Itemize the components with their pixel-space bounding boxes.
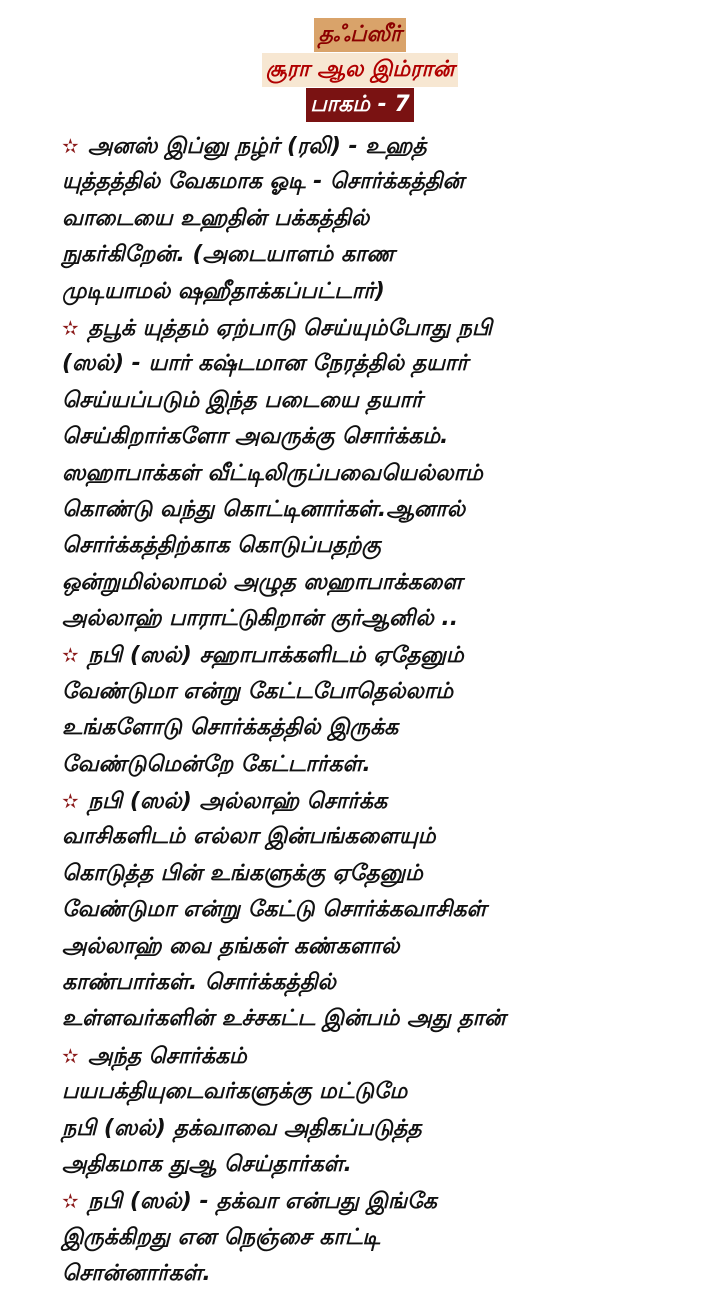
line-text: காண்பார்கள். சொர்க்கத்தில் (62, 969, 336, 995)
text-line (62, 383, 702, 419)
part-label: பாகம் - 7 (306, 88, 413, 122)
text-line (62, 965, 702, 1001)
line-text: இருக்கிறது என நெஞ்சை காட்டி (62, 1224, 380, 1250)
line-text: (ஸல்) - யார் கஷ்டமான நேரத்தில் தயார் (62, 351, 468, 377)
star-icon: ✫ (62, 1189, 79, 1214)
text-line (62, 310, 702, 346)
text-line (62, 856, 702, 892)
line-text: அந்த சொர்க்கம் (88, 1043, 247, 1069)
text-line (62, 456, 702, 492)
line-text: ஸஹாபாக்கள் வீட்டிலிருப்பவையெல்லாம் (62, 460, 483, 486)
line-text: வாசிகளிடம் எல்லா இன்பங்களையும் (62, 824, 436, 850)
line-text: சொர்க்கத்திற்காக கொடுப்பதற்கு (62, 533, 381, 559)
line-text: ஒன்றுமில்லாமல் அழுத ஸஹாபாக்களை (62, 569, 463, 595)
line-text: நபி (ஸல்) - தக்வா என்பது இங்கே (88, 1189, 437, 1215)
star-icon: ✫ (62, 134, 79, 158)
line-text: கொண்டு வந்து கொட்டினார்கள்.ஆனால் (62, 496, 466, 522)
text-line (62, 747, 702, 783)
line-text: செய்கிறார்களோ அவருக்கு சொர்க்கம். (62, 424, 449, 450)
line-text: தபூக் யுத்தம் ஏற்பாடு செய்யும்போது நபி (88, 315, 492, 341)
line-text: சொன்னார்கள். (62, 1261, 211, 1287)
text-line (62, 1256, 702, 1292)
text-line (62, 419, 702, 455)
text-line (62, 346, 702, 382)
text-line (62, 1074, 702, 1110)
text-line (62, 674, 702, 710)
text-line (62, 783, 702, 819)
text-line (62, 1220, 702, 1256)
line-text: கொடுத்த பின் உங்களுக்கு ஏதேனும் (62, 860, 423, 886)
text-line (62, 1001, 702, 1037)
star-icon: ✫ (62, 789, 79, 814)
line-text: வாடையை உஹதின் பக்கத்தில் (62, 205, 370, 231)
text-line (62, 164, 702, 200)
line-text: அதிகமாக துஆ செய்தார்கள். (62, 1151, 352, 1177)
text-line (62, 1111, 702, 1147)
text-line (62, 201, 702, 237)
surah-title: சூரா ஆல இம்ரான் (262, 53, 459, 87)
line-text: அல்லாஹ் வை தங்கள் கண்களால் (62, 933, 400, 959)
header (0, 18, 720, 122)
star-icon: ✫ (62, 315, 79, 340)
line-text: அல்லாஹ் பாராட்டுகிறான் குர்ஆனில் .. (62, 606, 459, 632)
line-text: உங்களோடு சொர்க்கத்தில் இருக்க (62, 715, 399, 741)
text-line (62, 528, 702, 564)
line-text: வேண்டுமா என்று கேட்டு சொர்க்கவாசிகள் (62, 897, 487, 923)
line-text: உள்ளவர்களின் உச்சகட்ட இன்பம் அது தான் (62, 1006, 506, 1032)
text-line (62, 1038, 702, 1074)
line-text: வேண்டுமென்றே கேட்டார்கள். (62, 751, 371, 777)
line-text: அனஸ் இப்னு நழ்ர் (ரலி) - உஹத் (88, 134, 427, 159)
text-line (62, 1147, 702, 1183)
star-icon: ✫ (62, 643, 79, 668)
line-text: நபி (ஸல்) அல்லாஹ் சொர்க்க (88, 789, 388, 815)
line-text: வேண்டுமா என்று கேட்டபோதெல்லாம் (62, 678, 454, 704)
text-line (62, 492, 702, 528)
text-line (62, 819, 702, 855)
star-icon: ✫ (62, 1043, 79, 1068)
text-line (62, 565, 702, 601)
line-text: நபி (ஸல்) தக்வாவை அதிகப்படுத்த (62, 1115, 422, 1141)
text-line (62, 892, 702, 928)
body-text (62, 128, 702, 1293)
text-line (62, 274, 702, 310)
line-text: நபி (ஸல்) சஹாபாக்களிடம் ஏதேனும் (88, 643, 464, 669)
text-line (62, 1183, 702, 1219)
text-line (62, 237, 702, 273)
text-line (62, 128, 702, 164)
page-title: தஃப்ஸீர் (314, 18, 405, 52)
line-text: செய்யப்படும் இந்த படையை தயார் (62, 387, 423, 413)
line-text: நுகர்கிறேன். (அடையாளம் காண (62, 242, 395, 268)
line-text: முடியாமல் ஷஹீதாக்கப்பட்டார்) (62, 278, 385, 304)
text-line (62, 637, 702, 673)
line-text: யுத்தத்தில் வேகமாக ஓடி - சொர்க்கத்தின் (62, 169, 465, 195)
text-line (62, 929, 702, 965)
line-text: பயபக்தியுடைவர்களுக்கு மட்டுமே (62, 1079, 408, 1105)
text-line (62, 601, 702, 637)
text-line (62, 710, 702, 746)
